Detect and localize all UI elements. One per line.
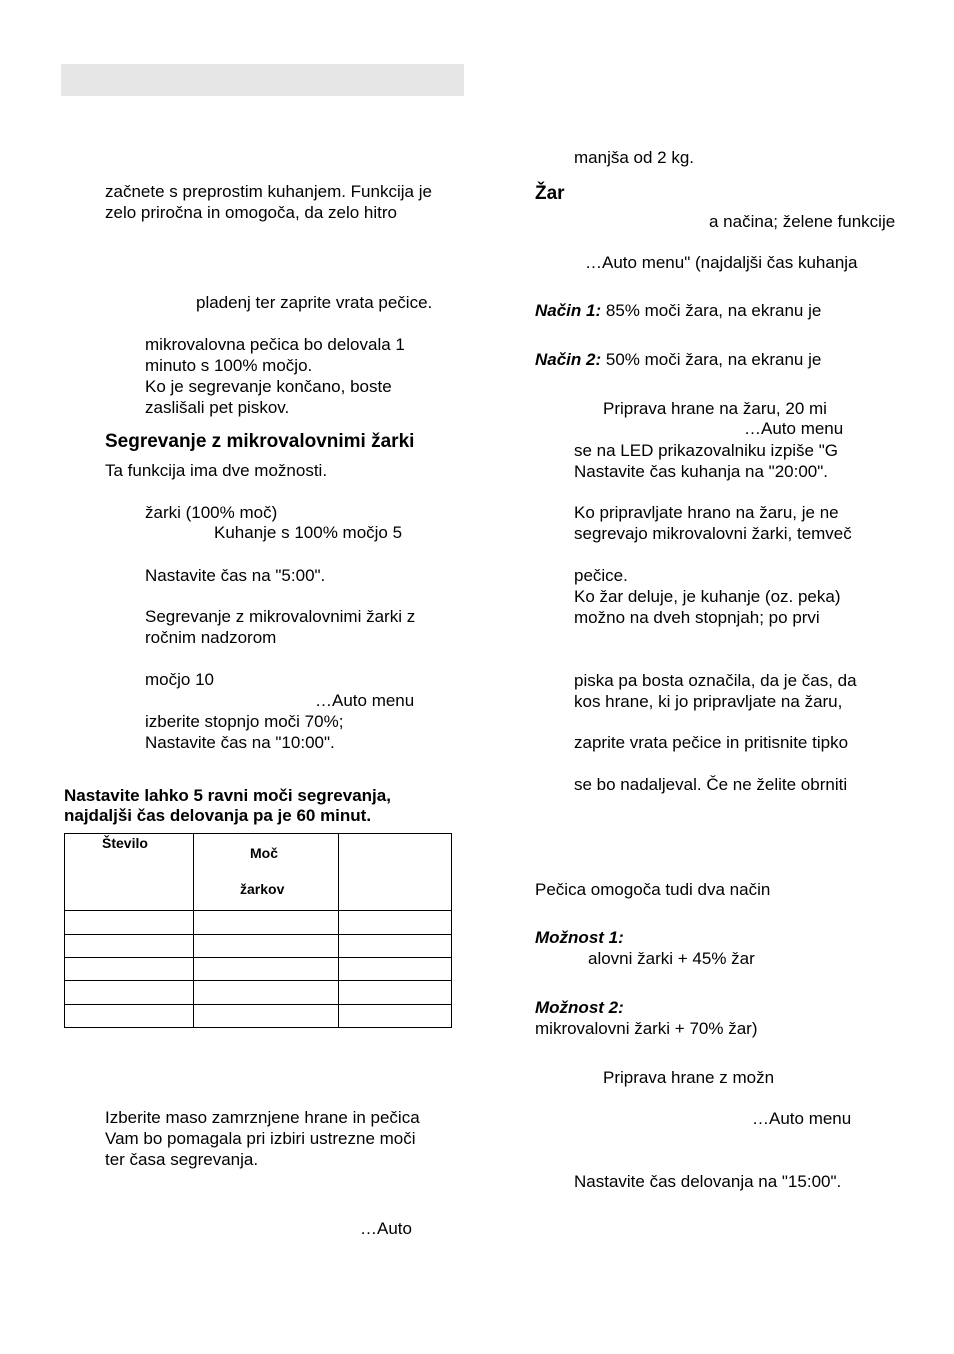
combi-example-line: …Auto menu	[752, 1109, 852, 1128]
grill-example-line: piska pa bosta označila, da je čas, da	[574, 671, 857, 690]
table-cell	[193, 910, 339, 935]
microwave-line: močjo 10	[145, 670, 214, 689]
combi-example-line: Nastavite čas delovanja na "15:00".	[574, 1172, 842, 1191]
section-header-bar	[61, 64, 464, 96]
grill-example-line: zaprite vrata pečice in pritisnite tipko	[574, 733, 849, 752]
mode2-text: 50% moči žara, na ekranu je	[601, 350, 822, 369]
mode2-label: Način 2:	[535, 350, 602, 369]
table-cell	[338, 934, 452, 958]
quick-start-line: Ko je segrevanje končano, boste	[145, 377, 392, 396]
power-note-line: Nastavite lahko 5 ravni moči segrevanja,	[64, 786, 391, 805]
defrost-line: Vam bo pomagala pri izbiri ustrezne moči	[105, 1129, 416, 1148]
microwave-line: izberite stopnjo moči 70%;	[145, 712, 344, 731]
grill-example-line: se bo nadaljeval. Če ne želite obrniti	[574, 775, 848, 794]
weight-line: manjša od 2 kg.	[574, 148, 695, 167]
quick-start-line: minuto s 100% močjo.	[145, 356, 313, 375]
mode1-label: Način 1:	[535, 301, 602, 320]
grill-line: a načina; želene funkcije	[709, 212, 896, 231]
defrost-line: Izberite maso zamrznjene hrane in pečica	[105, 1108, 420, 1127]
combi-example-line: Priprava hrane z možn	[603, 1068, 775, 1087]
grill-example-line: kos hrane, ki jo pripravljate na žaru,	[574, 692, 843, 711]
table-cell	[338, 980, 452, 1005]
table-cell	[338, 957, 452, 981]
quick-start-line: zaslišali pet piskov.	[145, 398, 290, 417]
microwave-line: ročnim nadzorom	[145, 628, 277, 647]
option1-label: Možnost 1:	[535, 928, 624, 947]
mode1-text: 85% moči žara, na ekranu je	[601, 301, 822, 320]
combi-intro: Pečica omogoča tudi dva način	[535, 880, 771, 899]
table-cell	[64, 957, 194, 981]
microwave-line: Segrevanje z mikrovalovnimi žarki z	[145, 607, 416, 626]
mode1-line	[535, 300, 821, 321]
power-note-line: najdaljši čas delovanja pa je 60 minut.	[64, 806, 372, 825]
table-cell	[64, 980, 194, 1005]
intro-line: začnete s preprostim kuhanjem. Funkcija je	[105, 182, 432, 201]
microwave-line: Kuhanje s 100% močjo 5	[214, 523, 403, 542]
table-cell	[193, 980, 339, 1005]
intro-line: zelo priročna in omogoča, da zelo hitro	[105, 203, 397, 222]
mode2-line	[535, 349, 821, 370]
grill-example-line: Priprava hrane na žaru, 20 mi	[603, 399, 827, 418]
grill-example-line: pečice.	[574, 566, 628, 585]
quick-start-line: pladenj ter zaprite vrata pečice.	[196, 293, 433, 312]
table-header-power: žarkov	[240, 881, 285, 897]
grill-example-line: Nastavite čas kuhanja na "20:00".	[574, 462, 829, 481]
microwave-line: Nastavite čas na "5:00".	[145, 566, 326, 585]
microwave-line: …Auto menu	[315, 691, 415, 710]
grill-example-line: Ko žar deluje, je kuhanje (oz. peka)	[574, 587, 841, 606]
grill-example-line: …Auto menu	[744, 419, 844, 438]
microwave-line: Nastavite čas na "10:00".	[145, 733, 335, 752]
table-header-cell	[338, 833, 452, 911]
microwave-intro: Ta funkcija ima dve možnosti.	[105, 461, 328, 480]
grill-example-line: segrevajo mikrovalovni žarki, temveč	[574, 524, 852, 543]
table-cell	[193, 1004, 339, 1028]
table-header-power: Moč	[250, 845, 278, 861]
option1-text: alovni žarki + 45% žar	[588, 949, 755, 968]
option2-text: mikrovalovni žarki + 70% žar)	[535, 1019, 758, 1038]
grill-line: …Auto menu" (najdaljši čas kuhanja	[585, 253, 858, 272]
microwave-heading: Segrevanje z mikrovalovnimi žarki	[105, 431, 415, 452]
grill-heading: Žar	[535, 183, 565, 204]
table-cell	[338, 910, 452, 935]
grill-example-line: možno na dveh stopnjah; po prvi	[574, 608, 820, 627]
table-cell	[193, 934, 339, 958]
grill-example-line: se na LED prikazovalniku izpiše "G	[574, 441, 838, 460]
option2-label: Možnost 2:	[535, 998, 624, 1017]
auto-label: …Auto	[360, 1219, 412, 1238]
table-cell	[64, 910, 194, 935]
table-cell	[193, 957, 339, 981]
power-level-table	[64, 833, 452, 1028]
table-cell	[338, 1004, 452, 1028]
table-cell	[64, 934, 194, 958]
defrost-line: ter časa segrevanja.	[105, 1150, 259, 1169]
table-cell	[64, 1004, 194, 1028]
table-header-number: Število	[102, 835, 148, 851]
microwave-line: žarki (100% moč)	[145, 503, 278, 522]
quick-start-line: mikrovalovna pečica bo delovala 1	[145, 335, 405, 354]
grill-example-line: Ko pripravljate hrano na žaru, je ne	[574, 503, 839, 522]
